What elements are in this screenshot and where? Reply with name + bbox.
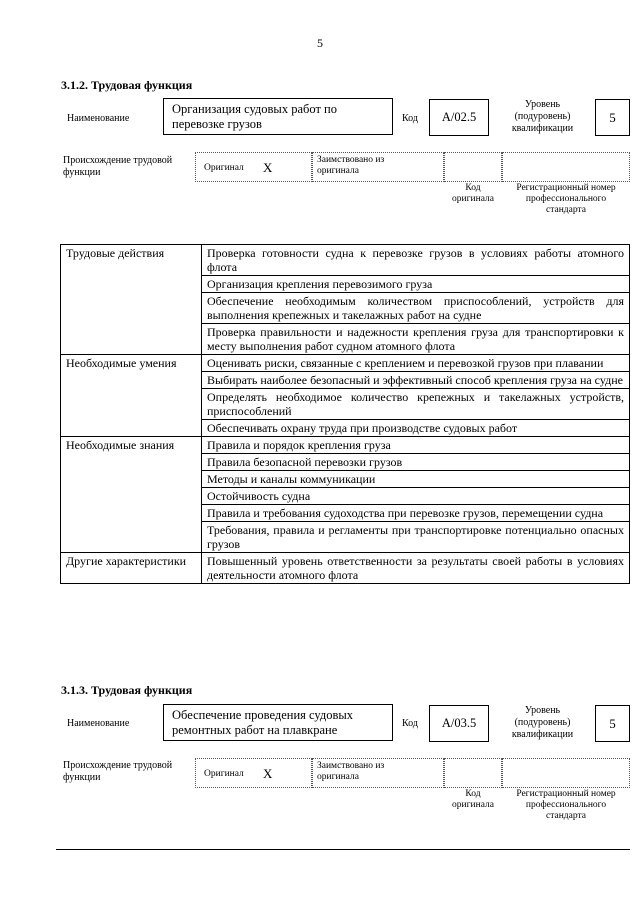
table-row <box>61 245 630 276</box>
original-mark: X <box>263 766 273 781</box>
original-cell <box>195 758 312 788</box>
category-cell: Необходимые знания <box>61 437 202 553</box>
page-number: 5 <box>317 36 323 50</box>
item-cell: Выбирать наиболее безопасный и эффективный способ крепления груза на судне <box>202 372 630 389</box>
item-cell: Методы и каналы коммуникации <box>202 471 630 488</box>
name-value-box: Обеспечение проведения судовых ремонтных работ на плавкране <box>163 704 393 741</box>
level-value-box: 5 <box>595 705 630 742</box>
item-cell: Требования, правила и регламенты при транспортировке потенциально опасных грузов <box>202 522 630 553</box>
original-mark: X <box>263 160 273 175</box>
item-cell: Обеспечивать охрану труда при производстве судовых работ <box>202 420 630 437</box>
section-title: 3.1.2. Трудовая функция <box>61 78 193 92</box>
origin-label: Происхождение трудовой функции <box>63 155 173 178</box>
borrowed-label: Заимствовано из оригинала <box>317 761 385 782</box>
borrowed-cell <box>312 758 444 788</box>
item-cell: Повышенный уровень ответственности за результаты своей работы в условиях деятельности атомного флота <box>202 553 630 584</box>
code-value-box: А/03.5 <box>429 705 489 742</box>
footer-rule <box>56 849 630 850</box>
code-label: Код <box>402 718 418 729</box>
reg-number-label: Регистрационный номер профессионального стандарта <box>516 789 616 821</box>
competency-table <box>60 244 630 584</box>
category-cell: Трудовые действия <box>61 245 202 355</box>
name-label: Наименование <box>67 113 130 124</box>
item-cell: Обеспечение необходимым количеством приспособлений, устройств для выполнения крепежных и такелажных работ на судне <box>202 293 630 324</box>
table-row <box>61 553 630 584</box>
section-title: 3.1.3. Трудовая функция <box>61 683 193 697</box>
item-cell: Проверка правильности и надежности крепления груза для транспортировки к месту выполнения работ судном атомного флота <box>202 324 630 355</box>
name-value-box: Организация судовых работ по перевозке грузов <box>163 98 393 135</box>
item-cell: Остойчивость судна <box>202 488 630 505</box>
level-label: Уровень (подуровень) квалификации <box>511 99 574 134</box>
original-label: Оригинал <box>204 769 244 779</box>
code-label: Код <box>402 113 418 124</box>
borrowed-cell <box>312 152 444 182</box>
item-cell: Правила и порядок крепления груза <box>202 437 630 454</box>
item-cell: Определять необходимое количество крепежных и такелажных устройств, приспособлений <box>202 389 630 420</box>
level-value-box: 5 <box>595 99 630 136</box>
borrowed-label: Заимствовано из оригинала <box>317 155 385 176</box>
code-original-label: Код оригинала <box>452 183 494 204</box>
category-cell: Необходимые умения <box>61 355 202 437</box>
level-label: Уровень (подуровень) квалификации <box>511 705 574 740</box>
item-cell: Оценивать риски, связанные с креплением и перевозкой грузов при плавании <box>202 355 630 372</box>
item-cell: Правила безопасной перевозки грузов <box>202 454 630 471</box>
table-row <box>61 437 630 454</box>
table-row <box>61 355 630 372</box>
origin-label: Происхождение трудовой функции <box>63 760 173 783</box>
code-value-box: А/02.5 <box>429 99 489 136</box>
reg-number-label: Регистрационный номер профессионального стандарта <box>516 183 616 215</box>
category-cell: Другие характеристики <box>61 553 202 584</box>
code-original-label: Код оригинала <box>452 789 494 810</box>
original-cell <box>195 152 312 182</box>
reg-number-cell <box>502 152 630 182</box>
item-cell: Правила и требования судоходства при перевозке грузов, перемещении судна <box>202 505 630 522</box>
code-original-cell <box>444 758 502 788</box>
reg-number-cell <box>502 758 630 788</box>
item-cell: Организация крепления перевозимого груза <box>202 276 630 293</box>
item-cell: Проверка готовности судна к перевозке грузов в условиях работы атомного флота <box>202 245 630 276</box>
name-label: Наименование <box>67 718 130 729</box>
code-original-cell <box>444 152 502 182</box>
original-label: Оригинал <box>204 163 244 173</box>
